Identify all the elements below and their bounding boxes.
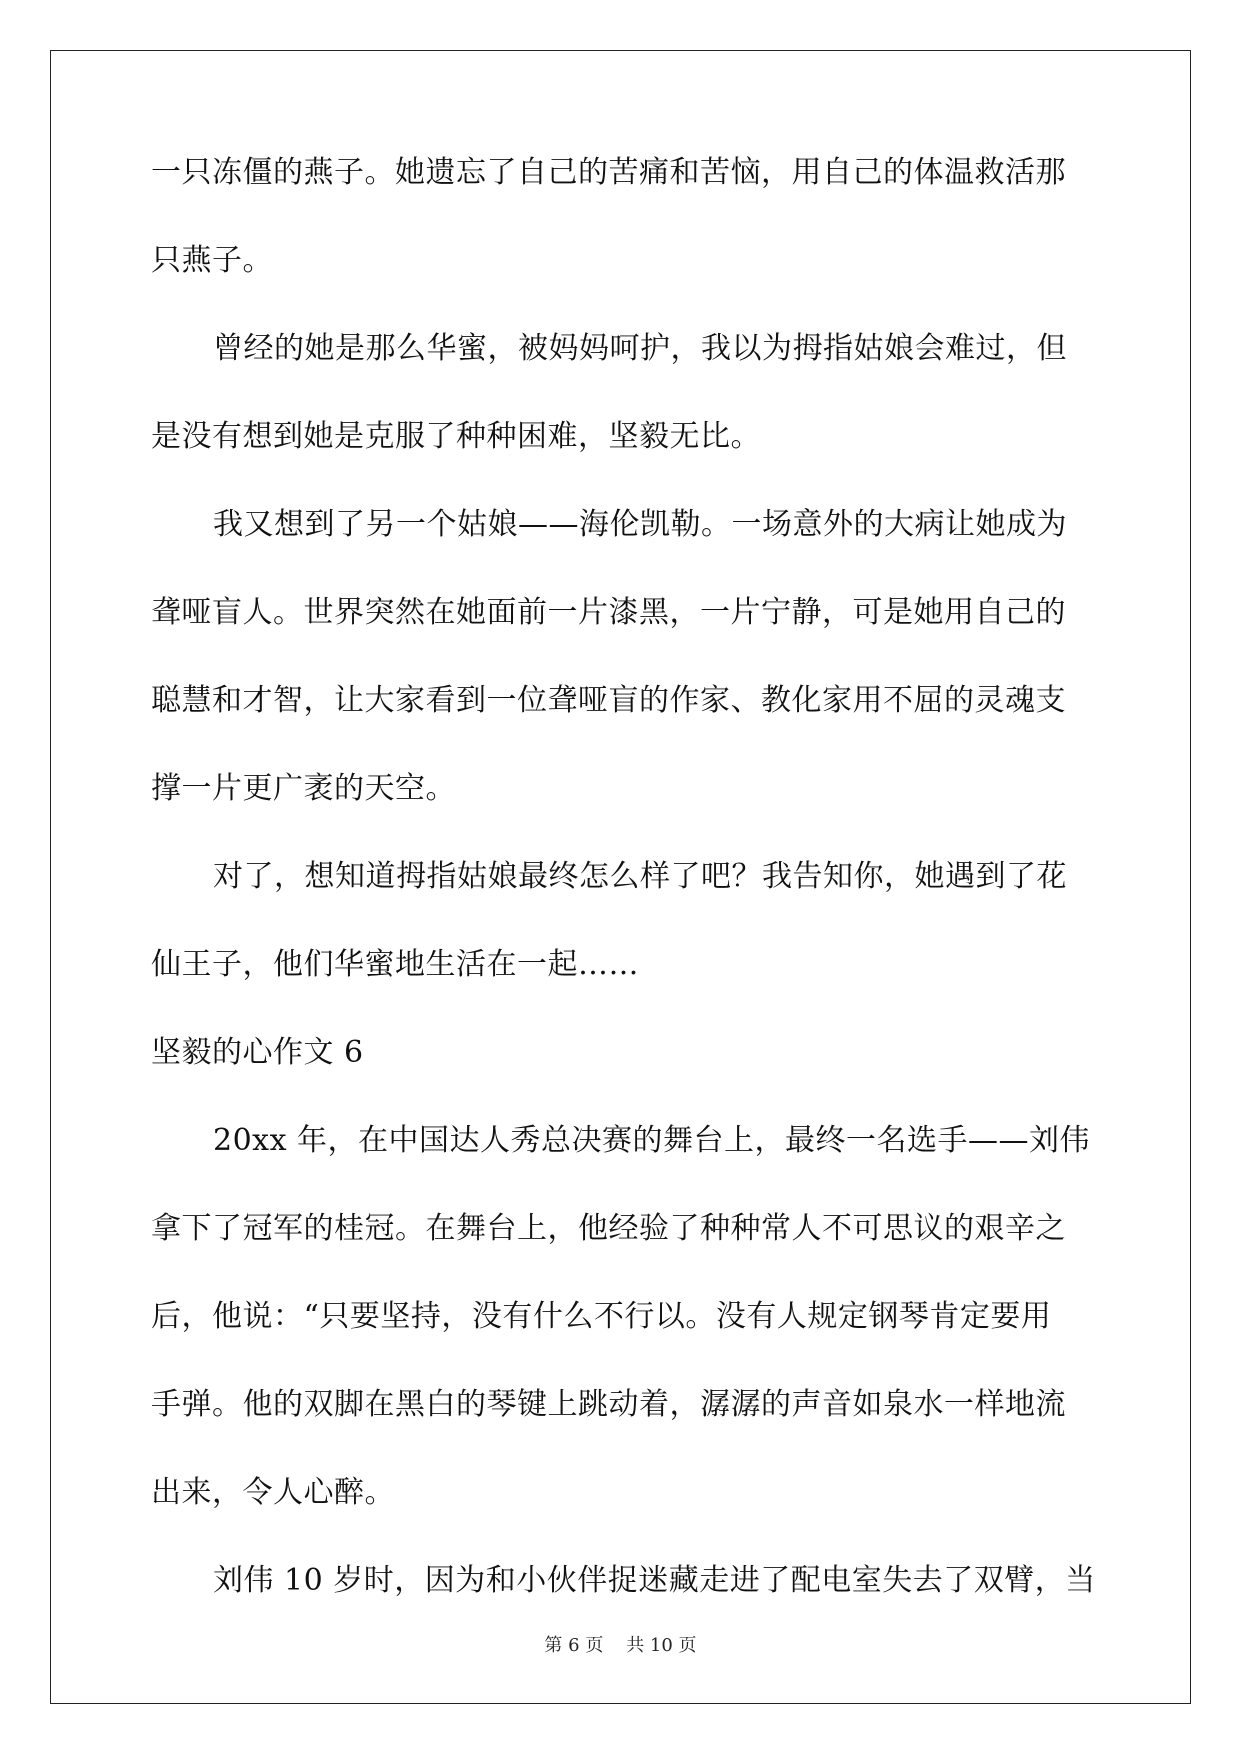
paragraph-start-line: 刘伟 10 岁时，因为和小伙伴捉迷藏走进了配电室失去了双臂，当	[213, 1563, 1096, 1598]
paragraph-start-line: 20xx 年，在中国达人秀总决赛的舞台上，最终一名选手——刘伟	[213, 1123, 1091, 1158]
document-body	[151, 154, 1096, 1650]
paragraph-start-line: 曾经的她是那么华蜜，被妈妈呵护，我以为拇指姑娘会难过，但	[213, 331, 1067, 366]
text-line: 拿下了冠军的桂冠。在舞台上，他经验了种种常人不可思议的艰辛之	[151, 1211, 1066, 1246]
text-line: 手弹。他的双脚在黑白的琴键上跳动着，潺潺的声音如泉水一样地流	[151, 1387, 1066, 1422]
text-line: 聪慧和才智，让大家看到一位聋哑盲的作家、教化家用不屈的灵魂支	[151, 683, 1066, 718]
paragraph-start-line: 对了，想知道拇指姑娘最终怎么样了吧？我告知你，她遇到了花	[213, 859, 1067, 894]
text-line: 聋哑盲人。世界突然在她面前一片漆黑，一片宁静，可是她用自己的	[151, 595, 1066, 630]
text-line: 是没有想到她是克服了种种困难，坚毅无比。	[151, 419, 761, 454]
paragraph-start-line: 我又想到了另一个姑娘——海伦凯勒。一场意外的大病让她成为	[213, 507, 1067, 542]
text-line: 撑一片更广袤的天空。	[151, 771, 456, 806]
page-number-footer: 第 6 页 共 10 页	[544, 1635, 697, 1656]
text-line: 一只冻僵的燕子。她遗忘了自己的苦痛和苦恼，用自己的体温救活那	[151, 155, 1066, 190]
text-line: 只燕子。	[151, 243, 273, 278]
section-heading: 坚毅的心作文 6	[151, 1035, 364, 1070]
text-line: 出来，令人心醉。	[151, 1475, 395, 1510]
text-line: 仙王子，他们华蜜地生活在一起……	[151, 947, 639, 982]
text-line: 后，他说：“只要坚持，没有什么不行以。没有人规定钢琴肯定要用	[151, 1299, 1052, 1334]
